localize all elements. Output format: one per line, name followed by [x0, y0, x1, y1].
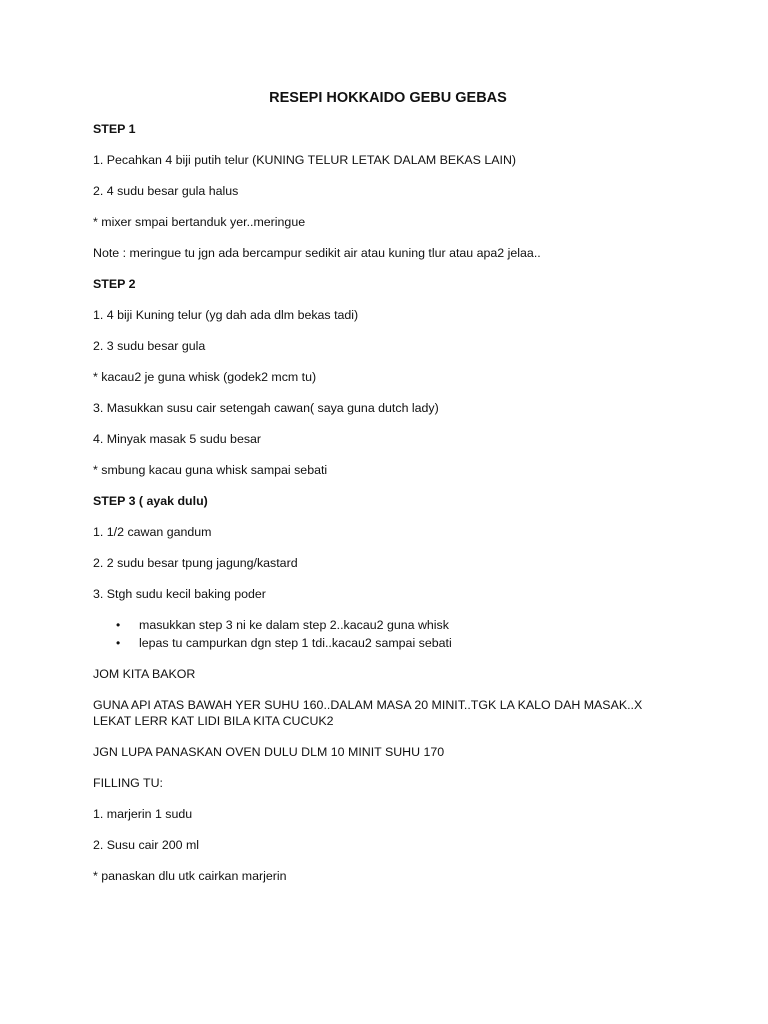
step2-line: 2. 3 sudu besar gula — [93, 339, 206, 353]
step3-bullet-list — [93, 617, 683, 651]
step2-line: * kacau2 je guna whisk (godek2 mcm tu) — [93, 370, 317, 384]
filling-line: 1. marjerin 1 sudu — [93, 807, 193, 821]
step2-line: 4. Minyak masak 5 sudu besar — [93, 432, 262, 446]
bullet-icon: • — [116, 618, 121, 632]
bake-preheat: JGN LUPA PANASKAN OVEN DULU DLM 10 MINIT SUHU 170 — [93, 745, 445, 759]
bullet-text: masukkan step 3 ni ke dalam step 2..kacau2 guna whisk — [139, 618, 449, 632]
document-title: RESEPI HOKKAIDO GEBU GEBAS — [269, 90, 507, 106]
step3-line: 2. 2 sudu besar tpung jagung/kastard — [93, 556, 298, 570]
step2-heading: STEP 2 — [93, 277, 136, 291]
step1-heading: STEP 1 — [93, 122, 136, 136]
step3-line: 3. Stgh sudu kecil baking poder — [93, 587, 266, 601]
bake-instruction: GUNA API ATAS BAWAH YER SUHU 160..DALAM MASA 20 MINIT..TGK LA KALO DAH MASAK..X LEKAT LERR KAT LIDI BILA KITA CUCUK2 — [93, 698, 643, 728]
filling-line: * panaskan dlu utk cairkan marjerin — [93, 869, 287, 883]
step1-note: Note : meringue tu jgn ada bercampur sedikit air atau kuning tlur atau apa2 jelaa.. — [93, 246, 541, 260]
step2-line: 3. Masukkan susu cair setengah cawan( saya guna dutch lady) — [93, 401, 439, 415]
step1-line: 2. 4 sudu besar gula halus — [93, 184, 239, 198]
filling-heading: FILLING TU: — [93, 776, 163, 790]
bullet-icon: • — [116, 636, 121, 650]
list-item — [93, 635, 683, 651]
step1-line: 1. Pecahkan 4 biji putih telur (KUNING TELUR LETAK DALAM BEKAS LAIN) — [93, 153, 517, 167]
step3-heading: STEP 3 ( ayak dulu) — [93, 494, 208, 508]
step2-line: * smbung kacau guna whisk sampai sebati — [93, 463, 328, 477]
filling-line: 2. Susu cair 200 ml — [93, 838, 200, 852]
step2-line: 1. 4 biji Kuning telur (yg dah ada dlm bekas tadi) — [93, 308, 359, 322]
list-item — [93, 617, 683, 633]
step1-line: * mixer smpai bertanduk yer..meringue — [93, 215, 306, 229]
step3-line: 1. 1/2 cawan gandum — [93, 525, 212, 539]
bullet-text: lepas tu campurkan dgn step 1 tdi..kacau2 sampai sebati — [139, 636, 452, 650]
bake-heading: JOM KITA BAKOR — [93, 667, 196, 681]
document-page — [93, 88, 683, 899]
